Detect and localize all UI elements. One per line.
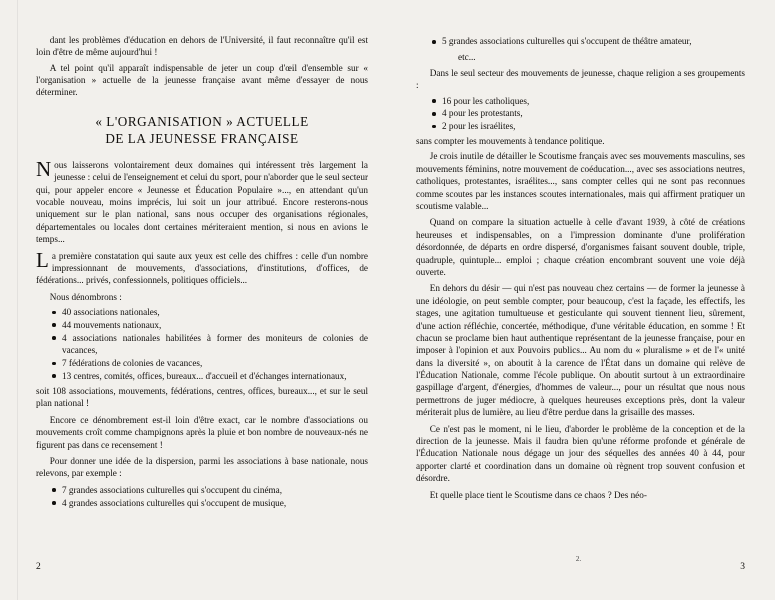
body-paragraph-1-text: ous laisserons volontairement deux domaines qui intéressent très largement la jeunesse : celui de l'enseignement et celui du sport, pour n'aborder que le seul secteur qui, pour appeler encore « Jeunesse et Éducation Populaire »..., en attendant qu'un vocable nouveau, moins imprécis, lui soit un jour attribué. Encore resterons-nous uniquement sur le plan national, sans nous occuper des organisations régionales, départementales ou locales dont certaines mériteraient mention, si nous en avions le temps... [36, 159, 368, 245]
list-item: 16 pour les catholiques, [432, 95, 745, 107]
body-paragraph-1 [36, 156, 368, 246]
page-title-line-1: « L'ORGANISATION » ACTUELLE [95, 113, 309, 129]
list-item: 7 fédérations de colonies de vacances, [52, 357, 368, 369]
totals-paragraph: soit 108 associations, mouvements, fédérations, centres, offices, bureaux..., et sur le seul plan national ! [36, 385, 368, 409]
page-title-line-2: DE LA JEUNESSE FRANÇAISE [105, 130, 299, 146]
page-title [36, 113, 368, 147]
list-item: 4 pour les protestants, [432, 107, 745, 119]
right-paragraph-1: Je crois inutile de détailler le Scoutisme français avec ses mouvements masculins, ses mouvements féminins, notre mouvement de coéducation..., avec ses associations neutres, catholiques, protestantes, israélites..., sans compter celles qui ne sont pas reconnues comme scoutes par les instances scoutes internationales, mais qui affirment pratiquer un scoutisme valable... [416, 151, 745, 211]
signature-mark: 2. [575, 554, 582, 563]
gutter-hairline [17, 0, 18, 600]
list-item: 44 mouvements nationaux, [52, 319, 368, 331]
religion-intro: Dans le seul secteur des mouvements de jeunesse, chaque religion a ses groupements : [416, 68, 745, 91]
body-paragraph-3: Encore ce dénombrement est-il loin d'être exact, car le nombre d'associations ou mouvements croît comme champignons après la pluie et bon nombre de nouveaux-nés ne figurent pas dans ce recensement ! [36, 414, 368, 450]
body-paragraph-2 [36, 247, 368, 287]
intro-paragraph-2: A tel point qu'il apparaît indispensable de jeter un coup d'œil d'ensemble sur « l'organisation » actuelle de la jeunesse française avant même d'essayer de nous déterminer. [36, 62, 368, 98]
drop-cap-n: N [36, 156, 52, 181]
list-item: 5 grandes associations culturelles qui s'occupent de théâtre amateur, [432, 35, 745, 47]
right-page-column [412, 34, 745, 574]
list-item: 7 grandes associations culturelles qui s'occupent du cinéma, [52, 484, 368, 496]
list-item: 40 associations nationales, [52, 306, 368, 318]
counts-list [36, 306, 368, 382]
intro-paragraph-1: dant les problèmes d'éducation en dehors de l'Université, il faut reconnaître qu'il est loin d'être de même aujourd'hui ! [36, 35, 368, 58]
religion-tail: sans compter les mouvements à tendance politique. [416, 136, 605, 147]
list-item: 4 associations nationales habilitées à former des moniteurs de colonies de vacances, [52, 332, 368, 357]
top-list [416, 35, 745, 47]
body-paragraph-2-text: a première constatation qui saute aux yeux est celle des chiffres : celle d'un nombre impressionnant de mouvements, d'associations, d'institutions, d'offices, de fédérations... privés, confessionnels, politiques officiels... [36, 250, 368, 286]
right-paragraph-5: Et quelle place tient le Scoutisme dans ce chaos ? Des néo- [429, 489, 647, 500]
folio-right: 3 [740, 562, 745, 573]
right-paragraph-4: Ce n'est pas le moment, ni le lieu, d'aborder le problème de la conception et de la direction de la jeunesse. Mais il faudra bien qu'une réforme profonde et générale de l'Éducation Nationale nous dégage un jour des séquelles des années 40 à 44, pour apporter clarté et coordination dans un domaine où règnent trop souvent confusion et désordre. [416, 423, 745, 484]
list-item: 13 centres, comités, offices, bureaux... d'accueil et d'échanges internationaux, [52, 370, 368, 382]
top-list-etc: etc... [458, 51, 476, 62]
counts-list-intro: Nous dénombrons : [49, 291, 122, 302]
body-paragraph-4: Pour donner une idée de la dispersion, parmi les associations à base nationale, nous relevons, par exemple : [36, 456, 368, 479]
folio-left: 2 [36, 562, 41, 573]
right-paragraph-2: Quand on compare la situation actuelle à celle d'avant 1939, à côté de créations heureuses et indispensables, on a l'impression dominante d'une prolifération désordonnée, de départs en ordre dispersé, d'organismes faisant souvent double, triple, quadruple, quintuple... emploi ; chaque création encombrant souvent une voie déjà ouverte. [416, 217, 745, 277]
drop-cap-l: L [36, 247, 49, 272]
list-item: 2 pour les israélites, [432, 120, 745, 132]
left-page-column [36, 34, 376, 574]
page-gutter [376, 34, 412, 574]
right-paragraph-3: En dehors du désir — qui n'est pas nouveau chez certains — de former la jeunesse à une idéologie, on peut semble compter, pour beaucoup, c'est la façade, les effectifs, les stages, une agitation tumultueuse et gesticulante qui souvent tiennent lieu, sûrement, d'une action réfléchie, concertée, méthodique, d'une véritable éducation, en somme ! Et chacun se proclame bien haut authentique représentant de la jeunesse française, pour en imposer à l'opinion et aux Pouvoirs publics... Au nom du « pluralisme » et de l'« unité dans la diversité », on aboutit à la carence de l'État dans un domaine qui relève de l'Éducation Nationale, comme l'école publique. On aboutit surtout à un extraordinaire gaspillage d'argent, d'énergies, d'hommes de valeur..., pour un résultat que nous nous permettrons de juger médiocre, à quelques heureuses exceptions près, dont la valeur mériterait plus de lumière, au lieu d'être perdue dans la grisaille des masses. [416, 283, 745, 418]
examples-list [36, 484, 368, 509]
religion-list [416, 95, 745, 133]
list-item: 4 grandes associations culturelles qui s'occupent de musique, [52, 497, 368, 509]
